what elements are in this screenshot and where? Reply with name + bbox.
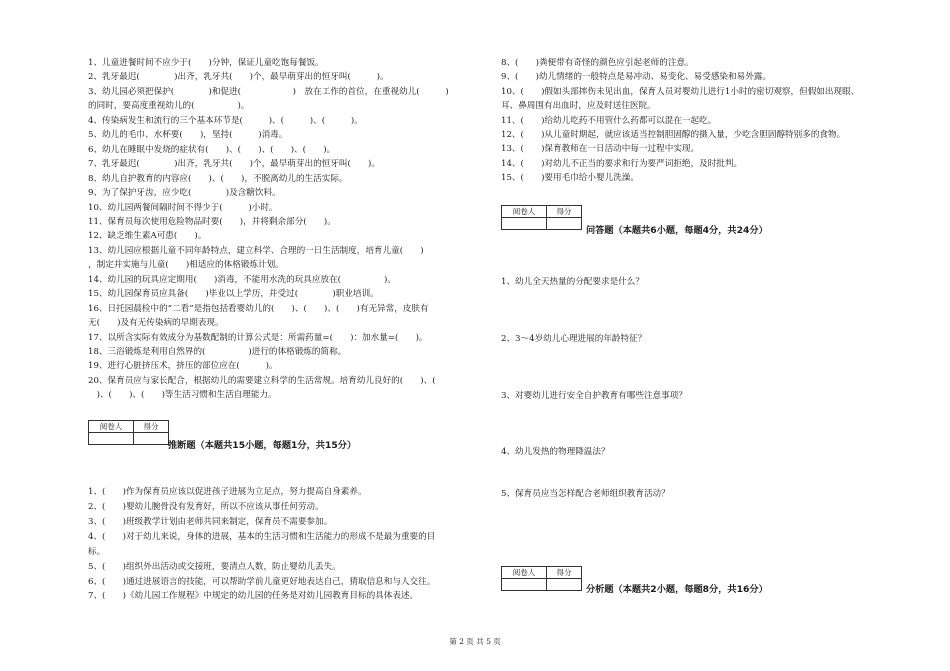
question-line: 8、幼儿自护教育的内容应( )、( )，不脱离幼儿的生活实际。 [88,173,348,184]
qa-question: 5、保育员应当怎样配合老师组织教育活动？ [501,489,670,499]
question-line: 10、幼儿园两餐间隔时间不得少于( )小时。 [88,202,278,213]
question-line: 18、三浴锻炼是利用自然界的( )进行的体格锻炼的简称。 [88,347,347,357]
analysis-section-heading: 分析题（本题共2小题，每题8分，共16分） [586,584,768,595]
question-line: 5、( )组织外出活动或交接班，要清点人数，防止婴幼儿丢失。 [88,562,341,572]
reviewer-label: 阅卷人 [89,421,134,433]
question-line: 13、( )保育教师在一日活动中每一过程中实现。 [501,144,700,155]
score-label: 得分 [547,206,582,218]
question-line: 13、幼儿园应根据儿童不同年龄特点，建立科学、合理的一日生活制度，培育儿童( ) [88,245,424,256]
question-line: 14、幼儿园的玩具应定期用( )消毒，不能用水洗的玩具应放在( )。 [88,274,396,285]
reviewer-label: 阅卷人 [502,567,547,579]
question-line: 15、( )要用毛巾给小婴儿洗澡。 [501,173,639,184]
reviewer-cell[interactable] [502,579,547,591]
question-line: 6、( )通过进展语言的技能，可以帮助学前儿童更好地表达自己，猜取信息和与人交往。 [88,577,436,587]
question-line: 10、( )假如头部摔伤未见出血，保育人员对婴幼儿进行1小时的密切观察，但假如出现眼、 [501,86,860,97]
score-box-judge [88,420,169,445]
judge-section-heading: 推断题（本题共15小题，每题1分，共15分） [168,440,357,451]
score-box-qa [501,205,582,230]
question-line: 5、幼儿的毛巾、水杯要( )，坚持( )消毒。 [88,130,288,141]
question-line: 的同时，要高度重视幼儿的( )。 [88,101,250,112]
question-line: 4、( )对于幼儿来说，身体的进展，基本的生活习惯和生活能力的形成不是最为重要的目 [88,532,436,542]
reviewer-label: 阅卷人 [502,206,547,218]
reviewer-cell[interactable] [89,433,134,445]
qa-question: 2、3～4岁幼儿心理进展的年龄特征？ [501,334,647,344]
score-cell[interactable] [547,218,582,230]
qa-question: 3、对婴幼儿进行安全自护教育有哪些注意事项？ [501,391,687,401]
question-line: 8、( )粪便带有奇怪的颜色应引起老师的注意。 [501,58,694,68]
question-line: 2、( )婴幼儿腕骨没有发育好，所以不应该从事任何劳动。 [88,502,324,512]
score-cell[interactable] [547,579,582,591]
question-line: 3、( )班级教学计划由老师共同来制定，保育员不需要参加。 [88,517,333,527]
question-line: 标。 [88,547,106,557]
question-line: 9、( )幼儿情绪的一般特点是易冲动、易变化、易受感染和易外露。 [501,72,771,83]
question-line: 9、为了保护牙齿，应少吃( )及含糖饮料。 [88,188,281,199]
question-line: 12、缺乏维生素A可患( )。 [88,231,207,242]
score-box-analysis [501,566,582,591]
page-number: 第 2 页 共 5 页 [449,637,501,646]
question-line: 16、日托园晨检中的“二看”是指包括看婴幼儿的( )、( )、( )有无异常，皮肤有 [88,303,429,314]
question-line: ，制定并实施与儿童( )相适应的体格锻炼计划。 [88,260,284,271]
qa-question: 4、幼儿发热的物理降温法？ [501,447,610,457]
question-line: 7、( )《幼儿园工作规程》中规定的幼儿园的任务是对幼儿园教育目标的具体表述。 [88,591,419,601]
question-line: 17、以所含实际有效成分为基数配制的计算公式是：所需药量=( )：加水量=( )。 [88,332,428,343]
question-line: 7、乳牙最迟( )出齐，乳牙共( )个，最早萌芽出的恒牙叫( )。 [88,159,380,170]
score-label: 得分 [134,421,169,433]
question-line: 11、保育员每次使用危险物品时要( )，并将剩余部分( )。 [88,216,336,227]
question-line: 2、乳牙最迟( )出齐，乳牙共( )个，最早萌芽出的恒牙叫( )。 [88,72,389,83]
question-line: 20、保育员应与家长配合，根据幼儿的需要建立科学的生活常规。培育幼儿良好的( )、( [88,375,436,386]
reviewer-cell[interactable] [502,218,547,230]
question-line: 4、传染病发生和流行的三个基本环节是( )、( )、( )。 [88,115,363,126]
question-line: 1、儿童进餐时间不应少于( )分钟，保证儿童吃饱每餐饭。 [88,58,324,68]
question-line: )、( )、( )等生活习惯和生活自理能力。 [88,390,277,401]
question-line: 19、进行心脏挤压术，挤压的部位应在( )。 [88,361,278,372]
question-line: 1、( )作为保育员应该以促进孩子进展为立足点，努力提高自身素养。 [88,487,367,497]
question-line: 无( )及有无传染病的早期表现。 [88,318,224,329]
score-label: 得分 [547,567,582,579]
qa-section-heading: 问答题（本题共6小题，每题4分，共24分） [586,225,768,236]
question-line: 12、( )从儿童时期起，就应该适当控制胆固醇的摄入量，少吃含胆固醇特别多的食物。 [501,130,846,140]
question-line: 11、( )给幼儿吃药不用管什么药都可以混在一起吃。 [501,115,717,126]
question-line: 6、幼儿在睡眠中发烧的症状有( )、( )、( )、( )。 [88,144,336,155]
question-line: 耳、鼻周围有出血时，应及时送往医院。 [501,101,656,112]
qa-question: 1、幼儿全天热量的分配要求是什么？ [501,277,644,287]
question-line: 15、幼儿园保育员应具备( )毕业以上学历，并受过( )职业培训。 [88,289,379,300]
score-cell[interactable] [134,433,169,445]
question-line: 3、幼儿园必须把保护( )和促进( ) 放在工作的首位，在重视幼儿( ) [88,86,449,97]
question-line: 14、( )对幼儿不正当的要求和行为要严词拒绝，及时批判。 [501,158,743,169]
